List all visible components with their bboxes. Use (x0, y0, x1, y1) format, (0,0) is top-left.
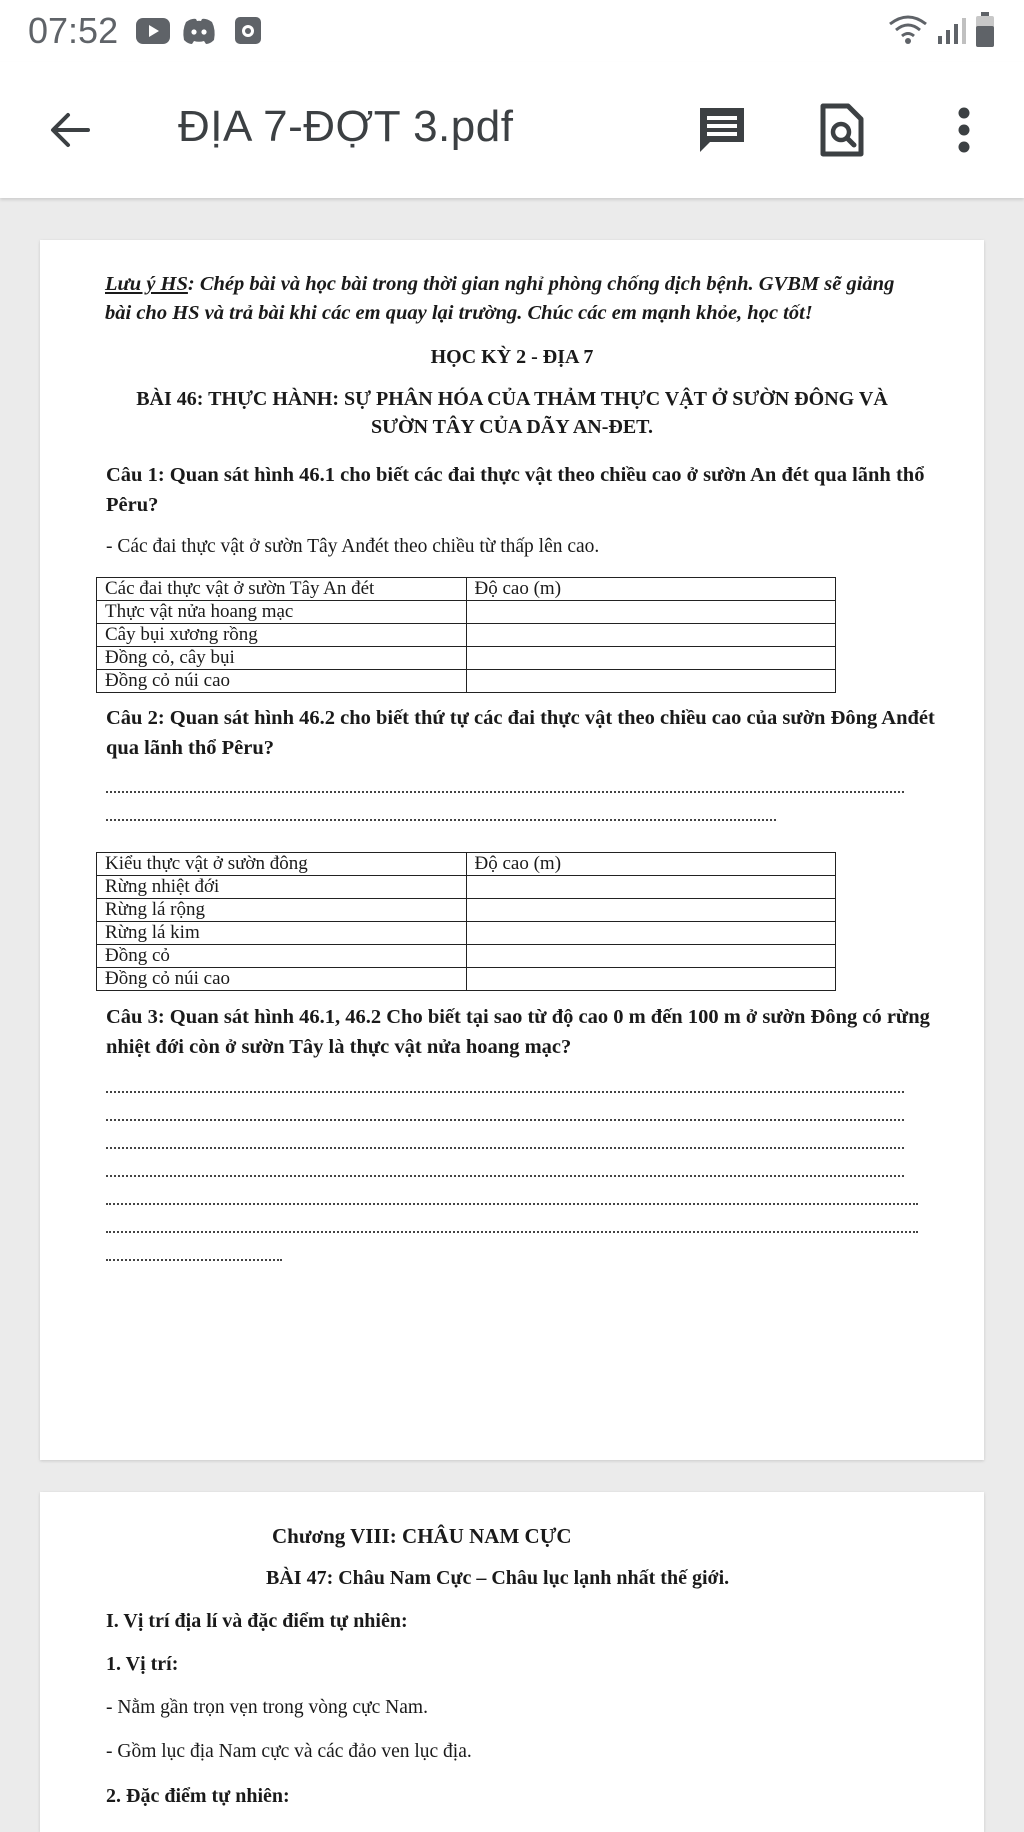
answer-line (106, 788, 904, 793)
table-east-slope (96, 852, 836, 991)
table-cell: Cây bụi xương rồng (97, 624, 467, 647)
body-line: - Gồm lục địa Nam cực và các đảo ven lục địa. (106, 1741, 472, 1762)
table-row (97, 647, 836, 670)
pdf-page-2 (40, 1492, 984, 1832)
table-cell-empty (466, 601, 836, 624)
comment-icon (696, 104, 748, 156)
status-time: 07:52 (28, 10, 119, 51)
table-header-row (97, 853, 836, 876)
answer-line (106, 1116, 904, 1121)
find-in-page-icon (820, 103, 864, 157)
more-vertical-icon (957, 107, 971, 153)
table-header-cell: Độ cao (m) (466, 578, 836, 601)
battery-icon (974, 12, 996, 48)
table-header-cell: Các đai thực vật ở sườn Tây An đét (97, 578, 467, 601)
answer-line (106, 1144, 904, 1149)
body-line: - Nằm gần trọn vẹn trong vòng cực Nam. (106, 1697, 428, 1718)
table-cell: Đồng cỏ núi cao (97, 670, 467, 693)
table-cell-empty (466, 647, 836, 670)
table-cell-empty (466, 876, 836, 899)
app-bar (0, 62, 1024, 198)
table-west-slope (96, 577, 836, 693)
chapter-title: Chương VIII: CHÂU NAM CỰC (272, 1524, 572, 1548)
table-cell-empty (466, 945, 836, 968)
table-cell: Đồng cỏ, cây bụi (97, 647, 467, 670)
comments-button[interactable] (682, 90, 762, 170)
pdf-page-1 (40, 240, 984, 1460)
document-title: ĐỊA 7-ĐỢT 3.pdf (178, 102, 514, 151)
answer-line (106, 816, 776, 821)
table-row (97, 922, 836, 945)
table-row (97, 670, 836, 693)
note-text: : Chép bài và học bài trong thời gian nghỉ phòng chống dịch bệnh. GVBM sẽ giảng bài cho HS và trả bài khi các em quay lại trường. Chúc các em mạnh khỏe, học tốt! (105, 273, 895, 324)
find-in-document-button[interactable] (802, 90, 882, 170)
table-row (97, 624, 836, 647)
semester-heading: HỌC KỲ 2 - ĐỊA 7 (430, 346, 594, 368)
table-row (97, 968, 836, 991)
answer-line (106, 1256, 282, 1261)
student-note (105, 270, 925, 328)
answer-line (106, 1088, 904, 1093)
more-options-button[interactable] (924, 90, 1004, 170)
table-row (97, 945, 836, 968)
cellular-signal-icon (936, 16, 966, 44)
table-row (97, 601, 836, 624)
lesson-46-title-line2: SƯỜN TÂY CỦA DÃY AN-ĐET. (370, 416, 654, 438)
lesson-46-title-line1: BÀI 46: THỰC HÀNH: SỰ PHÂN HÓA CỦA THẢM THỰC VẬT Ở SƯỜN ĐÔNG VÀ (136, 388, 888, 410)
table-cell-empty (466, 922, 836, 945)
app-notification-icon (234, 14, 262, 46)
note-label: Lưu ý HS (105, 273, 188, 295)
table-cell: Rừng nhiệt đới (97, 876, 467, 899)
table-cell: Đồng cỏ (97, 945, 467, 968)
status-bar (0, 0, 1024, 62)
table-cell: Rừng lá kim (97, 922, 467, 945)
section-heading: I. Vị trí địa lí và đặc điểm tự nhiên: (106, 1610, 408, 1632)
table-cell: Thực vật nửa hoang mạc (97, 601, 467, 624)
question-3: Câu 3: Quan sát hình 46.1, 46.2 Cho biết tại sao từ độ cao 0 m đến 100 m ở sườn Đông có rừng nhiệt đới còn ở sườn Tây là thực vật nửa hoang mạc? (106, 1006, 930, 1058)
table-row (97, 876, 836, 899)
table-cell-empty (466, 899, 836, 922)
table-cell-empty (466, 968, 836, 991)
table-cell-empty (466, 624, 836, 647)
table-header-cell: Độ cao (m) (466, 853, 836, 876)
question-1-subtext: - Các đai thực vật ở sườn Tây Anđét theo chiều từ thấp lên cao. (106, 536, 600, 557)
back-button[interactable] (30, 90, 110, 170)
table-cell: Rừng lá rộng (97, 899, 467, 922)
lesson-47-title: BÀI 47: Châu Nam Cực – Châu lục lạnh nhất thế giới. (266, 1567, 730, 1589)
youtube-icon (136, 18, 170, 44)
question-1: Câu 1: Quan sát hình 46.1 cho biết các đai thực vật theo chiều cao ở sườn An đét qua lãnh thổ Pêru? (106, 464, 925, 516)
question-2: Câu 2: Quan sát hình 46.2 cho biết thứ tự các đai thực vật theo chiều cao của sườn Đông Anđét qua lãnh thổ Pêru? (106, 707, 935, 759)
wifi-icon (888, 14, 928, 46)
back-arrow-icon (48, 110, 92, 150)
table-header-cell: Kiểu thực vật ở sườn đông (97, 853, 467, 876)
table-cell-empty (466, 670, 836, 693)
answer-line (106, 1200, 918, 1205)
table-header-row (97, 578, 836, 601)
answer-line (106, 1228, 918, 1233)
subsection-heading: 2. Đặc điểm tự nhiên: (106, 1785, 290, 1807)
subsection-heading: 1. Vị trí: (106, 1653, 179, 1675)
discord-icon (182, 16, 216, 46)
table-cell: Đồng cỏ núi cao (97, 968, 467, 991)
answer-line (106, 1172, 904, 1177)
table-row (97, 899, 836, 922)
